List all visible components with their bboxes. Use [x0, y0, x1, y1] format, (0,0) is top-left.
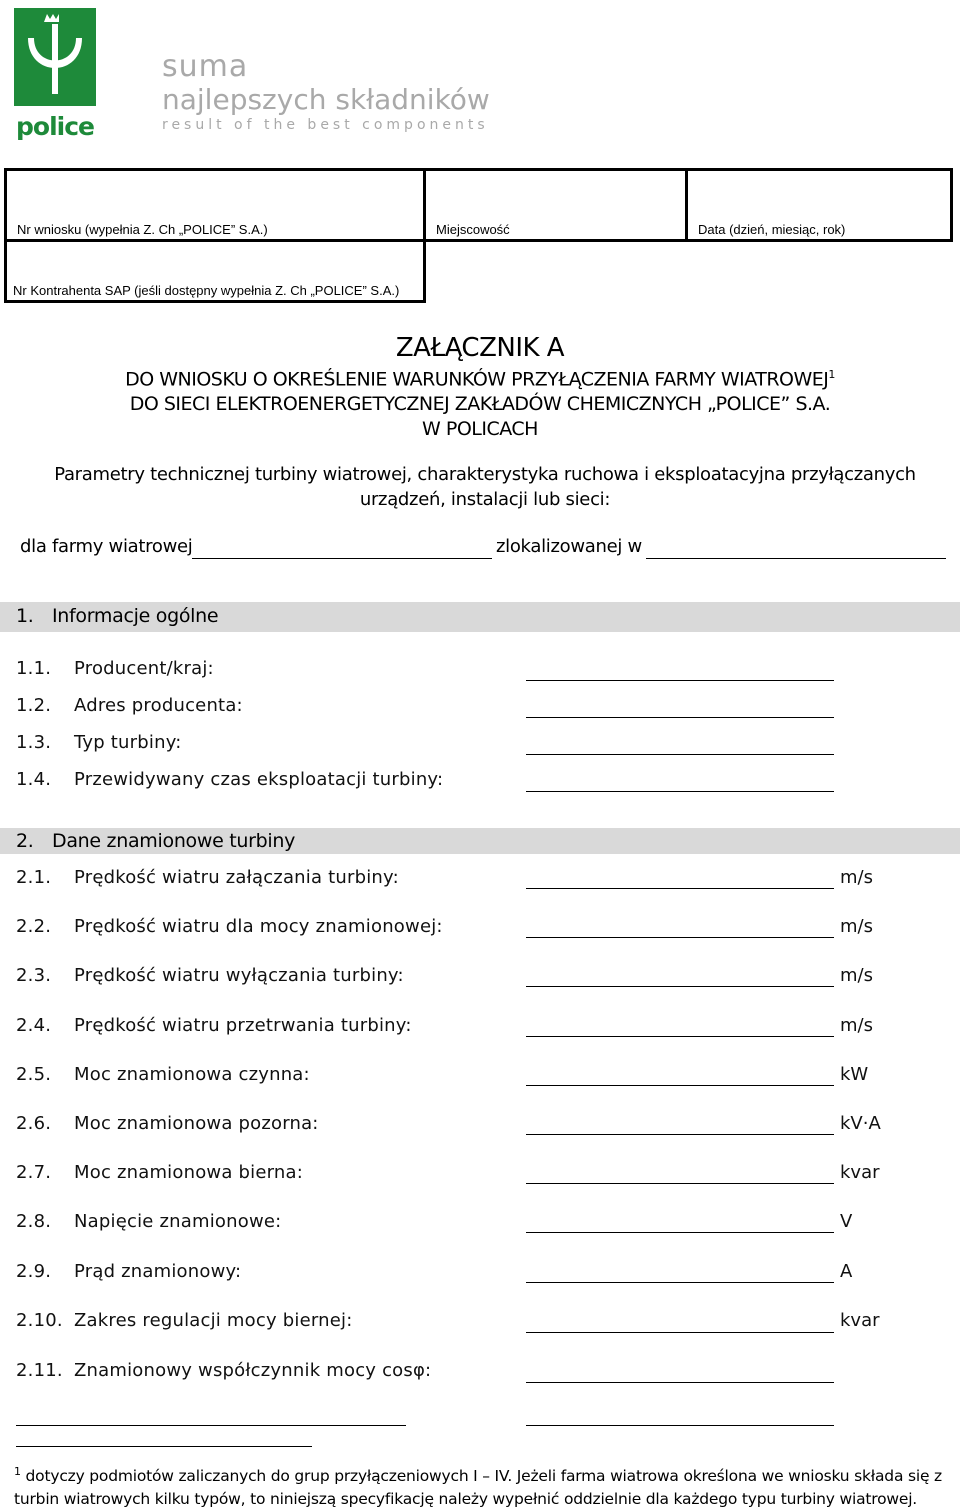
item-label: Zakres regulacji mocy biernej: [74, 1310, 353, 1331]
item-number: 2.5. [16, 1064, 52, 1085]
unit-label: m/s [840, 965, 873, 986]
section-number: 1. [16, 605, 34, 627]
crown-psi-icon [14, 8, 96, 106]
list-item [16, 1261, 241, 1282]
section-general-info [0, 602, 960, 632]
title-line-3: W POLICACH [422, 418, 538, 440]
rated-voltage-field[interactable] [526, 1232, 834, 1233]
rated-wind-speed-field[interactable] [526, 937, 834, 938]
footnote-separator [16, 1446, 312, 1447]
section-title: Informacje ogólne [52, 605, 219, 627]
item-label: Moc znamionowa czynna: [74, 1064, 310, 1085]
item-number: 2.4. [16, 1015, 52, 1036]
list-item [16, 965, 404, 986]
list-item [16, 1211, 281, 1232]
item-label: Prędkość wiatru dla mocy znamionowej: [74, 916, 443, 937]
reactive-power-range-field[interactable] [526, 1332, 834, 1333]
item-label: Przewidywany czas eksploatacji turbiny: [74, 769, 444, 790]
producer-address-field[interactable] [526, 717, 834, 718]
company-logo [14, 8, 96, 141]
survival-speed-field[interactable] [526, 1036, 834, 1037]
item-label: Moc znamionowa pozorna: [74, 1113, 319, 1134]
slogan-line-2: najlepszych składników [162, 83, 490, 116]
active-power-field[interactable] [526, 1085, 834, 1086]
location-field[interactable] [646, 558, 946, 559]
farm-name-field[interactable] [192, 558, 492, 559]
sap-number-label: Nr Kontrahenta SAP (jeśli dostępny wypełnia Z. Ch „POLICE” S.A.) [13, 283, 400, 298]
list-item [16, 1360, 431, 1381]
item-number: 2.6. [16, 1113, 52, 1134]
list-item [16, 1310, 352, 1331]
reactive-power-field[interactable] [526, 1183, 834, 1184]
request-number-label: Nr wniosku (wypełnia Z. Ch „POLICE” S.A.) [17, 222, 268, 237]
item-label: Prędkość wiatru wyłączania turbiny: [74, 965, 404, 986]
item-number: 2.1. [16, 867, 52, 888]
place-box[interactable] [423, 168, 688, 242]
unit-label: m/s [840, 1015, 873, 1036]
item-number: 2.9. [16, 1261, 52, 1282]
place-label: Miejscowość [436, 222, 510, 237]
unit-label: kV·A [840, 1113, 881, 1134]
unit-label: kvar [840, 1310, 880, 1331]
parameters-intro: Parametry technicznej turbiny wiatrowej, charakterystyka ruchowa i eksploatacyjna przyłączanych urządzeń, instalacji lub sieci: [54, 464, 916, 510]
page-title: ZAŁĄCZNIK A [395, 333, 565, 363]
farm-label: dla farmy wiatrowej [20, 536, 193, 557]
list-item [16, 916, 443, 937]
footnote [14, 1460, 954, 1510]
list-item [16, 769, 443, 790]
item-number: 2.3. [16, 965, 52, 986]
item-label: Prąd znamionowy: [74, 1261, 242, 1282]
list-item [16, 1113, 319, 1134]
list-item [16, 732, 182, 753]
list-item [16, 1064, 310, 1085]
power-factor-field[interactable] [526, 1382, 834, 1383]
date-box[interactable] [685, 168, 953, 242]
item-label: Producent/kraj: [74, 658, 214, 679]
footnote-marker: 1 [14, 1465, 21, 1478]
title-line-2: DO SIECI ELEKTROENERGETYCZNEJ ZAKŁADÓW CHEMICZNYCH „POLICE” S.A. [129, 393, 831, 415]
list-item [16, 1162, 303, 1183]
cut-in-speed-field[interactable] [526, 888, 834, 889]
item-number: 1.3. [16, 732, 52, 753]
item-number: 1.2. [16, 695, 52, 716]
unit-label: m/s [840, 916, 873, 937]
service-life-field[interactable] [526, 791, 834, 792]
footnote-ref: 1 [828, 368, 835, 381]
footnote-text: dotyczy podmiotów zaliczanych do grup przyłączeniowych I – IV. Jeżeli farma wiatrowa określona we wniosku składa się z turbin wiatrowych kilku typów, to niniejszą specyfikację należy wypełnić oddzielnie dla każdego typu turbiny wiatrowej. [14, 1467, 942, 1509]
cut-out-speed-field[interactable] [526, 986, 834, 987]
extra-label-field[interactable] [16, 1425, 406, 1426]
list-item [16, 1015, 412, 1036]
item-number: 1.1. [16, 658, 52, 679]
list-item [16, 867, 399, 888]
producer-country-field[interactable] [526, 680, 834, 681]
item-label: Prędkość wiatru załączania turbiny: [74, 867, 399, 888]
date-label: Data (dzień, miesiąc, rok) [698, 222, 846, 237]
extra-value-field[interactable] [526, 1425, 834, 1426]
slogan-line-1: suma [162, 49, 249, 84]
request-number-box[interactable] [4, 168, 426, 242]
unit-label: m/s [840, 867, 873, 888]
section-title: Dane znamionowe turbiny [52, 830, 296, 852]
title-line-1 [0, 368, 960, 390]
logo-wordmark: police [16, 112, 94, 141]
unit-label: A [840, 1261, 853, 1282]
item-label: Adres producenta: [74, 695, 243, 716]
list-item [16, 658, 214, 679]
turbine-type-field[interactable] [526, 754, 834, 755]
item-number: 2.11. [16, 1360, 63, 1381]
section-number: 2. [16, 830, 34, 852]
rated-current-field[interactable] [526, 1282, 834, 1283]
apparent-power-field[interactable] [526, 1134, 834, 1135]
unit-label: kvar [840, 1162, 880, 1183]
item-number: 2.7. [16, 1162, 52, 1183]
item-number: 2.2. [16, 916, 52, 937]
item-number: 1.4. [16, 769, 52, 790]
list-item [16, 695, 243, 716]
unit-label: kW [840, 1064, 869, 1085]
item-label: Napięcie znamionowe: [74, 1211, 282, 1232]
section-rated-data [0, 828, 960, 854]
item-number: 2.8. [16, 1211, 52, 1232]
title-line-1-text: DO WNIOSKU O OKREŚLENIE WARUNKÓW PRZYŁĄCZENIA FARMY WIATROWEJ [125, 368, 829, 391]
sap-number-box[interactable] [4, 239, 426, 303]
item-label: Typ turbiny: [74, 732, 182, 753]
logo-emblem [14, 8, 96, 106]
slogan-line-3: result of the best components [162, 117, 489, 133]
item-label: Znamionowy współczynnik mocy cosφ: [74, 1360, 432, 1381]
item-label: Moc znamionowa bierna: [74, 1162, 303, 1183]
item-number: 2.10. [16, 1310, 63, 1331]
item-label: Prędkość wiatru przetrwania turbiny: [74, 1015, 412, 1036]
unit-label: V [840, 1211, 853, 1232]
slogan [162, 50, 490, 134]
location-label: zlokalizowanej w [496, 536, 642, 557]
